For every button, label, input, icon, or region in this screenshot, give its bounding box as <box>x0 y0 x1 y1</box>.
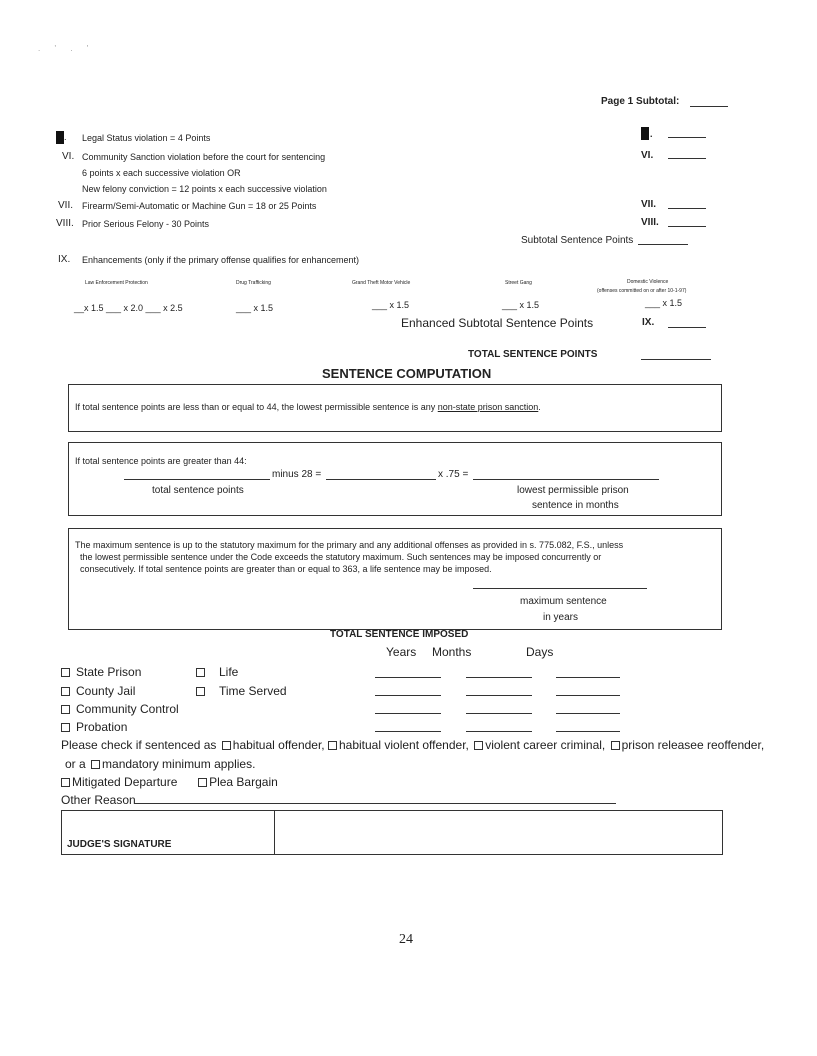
law-enforcement-header: Law Enforcement Protection <box>85 280 148 286</box>
legal-status-text: Legal Status violation = 4 Points <box>82 133 211 143</box>
time-served-option[interactable] <box>196 684 287 698</box>
lowest-sentence-blank[interactable] <box>473 479 659 480</box>
minus-28-text: minus 28 = <box>272 469 322 480</box>
total-points-blank[interactable] <box>124 479 270 480</box>
mandatory-minimum-label: mandatory minimum applies. <box>102 757 256 771</box>
gtmv-multiplier[interactable]: ___ x 1.5 <box>372 300 410 310</box>
subtotal-label: Subtotal Sentence Points <box>521 235 634 246</box>
community-control-days-field[interactable] <box>556 713 620 714</box>
judge-signature-field[interactable] <box>276 812 719 852</box>
mandatory-line <box>65 757 255 771</box>
plea-bargain-label: Plea Bargain <box>209 775 278 789</box>
state-prison-label: State Prison <box>76 665 142 679</box>
life-label: Life <box>219 665 239 679</box>
drug-trafficking-multiplier[interactable]: ___ x 1.5 <box>236 303 274 313</box>
enhanced-subtotal-label: Enhanced Subtotal Sentence Points <box>401 316 594 330</box>
period-mark-right: . <box>650 129 653 139</box>
vii-text: Firearm/Semi-Automatic or Machine Gun = 18 or 25 Points <box>82 201 317 211</box>
months-header: Months <box>432 645 472 659</box>
habitual-offender-checkbox[interactable] <box>222 741 231 750</box>
box1-main-text: If total sentence points are less than or equal to 44, the lowest permissible sentence is any <box>75 402 436 412</box>
state-prison-checkbox[interactable] <box>61 668 70 677</box>
redacted-right-numeral-mark <box>641 127 649 140</box>
street-gang-multiplier[interactable]: ___ x 1.5 <box>502 300 540 310</box>
law-enforcement-multipliers[interactable]: __x 1.5 ___ x 2.0 ___ x 2.5 <box>74 303 183 313</box>
days-header: Days <box>526 645 554 659</box>
please-check-text: Please check if sentenced as <box>61 738 217 752</box>
maximum-sentence-caption-1: maximum sentence <box>520 596 607 607</box>
probation-checkbox[interactable] <box>61 723 70 732</box>
state-prison-option[interactable] <box>61 665 141 679</box>
minus-result-blank[interactable] <box>326 479 436 480</box>
page1-subtotal-label: Page 1 Subtotal: <box>601 96 680 107</box>
box1-text <box>75 402 541 412</box>
probation-months-field[interactable] <box>466 731 532 732</box>
time-served-label: Time Served <box>219 684 287 698</box>
county-jail-option[interactable] <box>61 684 135 698</box>
total-sentence-points-caption: total sentence points <box>152 485 244 496</box>
years-header: Years <box>386 645 417 659</box>
ix-points-field[interactable] <box>668 327 706 328</box>
page1-subtotal-field[interactable] <box>690 106 728 107</box>
box2-intro: If total sentence points are greater than 44: <box>75 456 247 466</box>
domestic-violence-header: Domestic Violence <box>627 279 669 285</box>
violent-career-label: violent career criminal, <box>485 738 606 752</box>
community-control-years-field[interactable] <box>375 713 441 714</box>
departure-line <box>61 775 278 789</box>
mitigated-departure-checkbox[interactable] <box>61 778 70 787</box>
vi-points-field[interactable] <box>668 158 706 159</box>
lowest-permissible-caption-1: lowest permissible prison <box>517 485 629 496</box>
redacted-numeral-mark <box>56 131 64 144</box>
probation-option[interactable] <box>61 720 127 734</box>
maximum-sentence-caption-2: in years <box>543 612 579 623</box>
probation-days-field[interactable] <box>556 731 620 732</box>
section-vii-numeral: VII. <box>58 200 74 211</box>
vi-line1: Community Sanction violation before the court for sentencing <box>82 152 326 162</box>
habitual-offender-label: habitual offender, <box>232 738 325 752</box>
right-vi-label: VI. <box>641 150 654 161</box>
or-a-text: or a <box>65 757 86 771</box>
prison-releasee-checkbox[interactable] <box>611 741 620 750</box>
community-control-label: Community Control <box>76 702 179 716</box>
box3-line1: The maximum sentence is up to the statutory maximum for the primary and any additional offenses as provided in s. 775.082, F.S., unless <box>75 540 624 550</box>
viii-points-field[interactable] <box>668 226 706 227</box>
viii-text: Prior Serious Felony - 30 Points <box>82 219 210 229</box>
other-reason-field[interactable] <box>134 803 616 804</box>
habitual-violent-checkbox[interactable] <box>328 741 337 750</box>
sentence-computation-title: SENTENCE COMPUTATION <box>322 366 492 381</box>
vi-line2: 6 points x each successive violation OR <box>82 168 241 178</box>
signature-divider <box>274 810 275 854</box>
community-control-months-field[interactable] <box>466 713 532 714</box>
community-control-checkbox[interactable] <box>61 705 70 714</box>
times-075-text: x .75 = <box>438 469 469 480</box>
box3-line2: the lowest permissible sentence under the Code exceeds the statutory maximum. Such sentences may be imposed concurrently or <box>80 552 602 562</box>
please-check-line <box>61 738 764 752</box>
mitigated-departure-label: Mitigated Departure <box>72 775 178 789</box>
total-sentence-points-field[interactable] <box>641 359 711 360</box>
section-ix-numeral: IX. <box>58 254 71 265</box>
probation-label: Probation <box>76 720 128 734</box>
mandatory-minimum-checkbox[interactable] <box>91 760 100 769</box>
violent-career-checkbox[interactable] <box>474 741 483 750</box>
box3-line3: consecutively. If total sentence points are greater than or equal to 363, a life sentence may be imposed. <box>80 564 492 574</box>
section-vi-numeral: VI. <box>62 151 75 162</box>
vii-points-field[interactable] <box>668 208 706 209</box>
domestic-violence-note: (offenses committed on or after 10-1-97) <box>597 288 687 294</box>
state-prison-days-field[interactable] <box>556 677 620 678</box>
county-jail-days-field[interactable] <box>556 695 620 696</box>
probation-years-field[interactable] <box>375 731 441 732</box>
county-jail-label: County Jail <box>76 684 136 698</box>
period-mark: . <box>64 132 67 142</box>
right-viii-label: VIII. <box>641 217 659 228</box>
vi-line3: New felony conviction = 12 points x each successive violation <box>82 184 327 194</box>
right-vii-label: VII. <box>641 199 657 210</box>
ix-text: Enhancements (only if the primary offense qualifies for enhancement) <box>82 255 359 265</box>
habitual-violent-label: habitual violent offender, <box>338 738 469 752</box>
page-number: 24 <box>399 932 413 947</box>
lowest-permissible-caption-2: sentence in months <box>532 500 619 511</box>
street-gang-header: Street Gang <box>505 280 532 286</box>
state-prison-months-field[interactable] <box>466 677 532 678</box>
county-jail-years-field[interactable] <box>375 695 441 696</box>
life-checkbox[interactable] <box>196 668 205 677</box>
state-prison-years-field[interactable] <box>375 677 441 678</box>
plea-bargain-checkbox[interactable] <box>198 778 207 787</box>
scan-specks: . ' . ' <box>38 44 95 53</box>
community-control-option[interactable] <box>61 702 179 716</box>
box1-period: . <box>538 402 541 412</box>
gtmv-header: Grand Theft Motor Vehicle <box>352 280 411 286</box>
maximum-sentence-blank[interactable] <box>473 588 647 589</box>
domestic-violence-multiplier[interactable]: ___ x 1.5 <box>645 298 683 308</box>
total-sentence-imposed-title: TOTAL SENTENCE IMPOSED <box>330 629 469 640</box>
drug-trafficking-header: Drug Trafficking <box>236 280 271 286</box>
right-ix-label: IX. <box>642 317 655 328</box>
time-served-checkbox[interactable] <box>196 687 205 696</box>
total-sentence-points-label: TOTAL SENTENCE POINTS <box>468 349 598 360</box>
county-jail-months-field[interactable] <box>466 695 532 696</box>
other-reason-label: Other Reason <box>61 793 136 807</box>
prison-releasee-label: prison releasee reoffender, <box>621 738 765 752</box>
life-option[interactable] <box>196 665 238 679</box>
subtotal-field[interactable] <box>638 244 688 245</box>
legal-status-points-field[interactable] <box>668 137 706 138</box>
non-state-prison-link: non-state prison sanction <box>437 402 539 412</box>
section-viii-numeral: VIII. <box>56 218 74 229</box>
county-jail-checkbox[interactable] <box>61 687 70 696</box>
judge-signature-label: JUDGE'S SIGNATURE <box>67 839 172 850</box>
